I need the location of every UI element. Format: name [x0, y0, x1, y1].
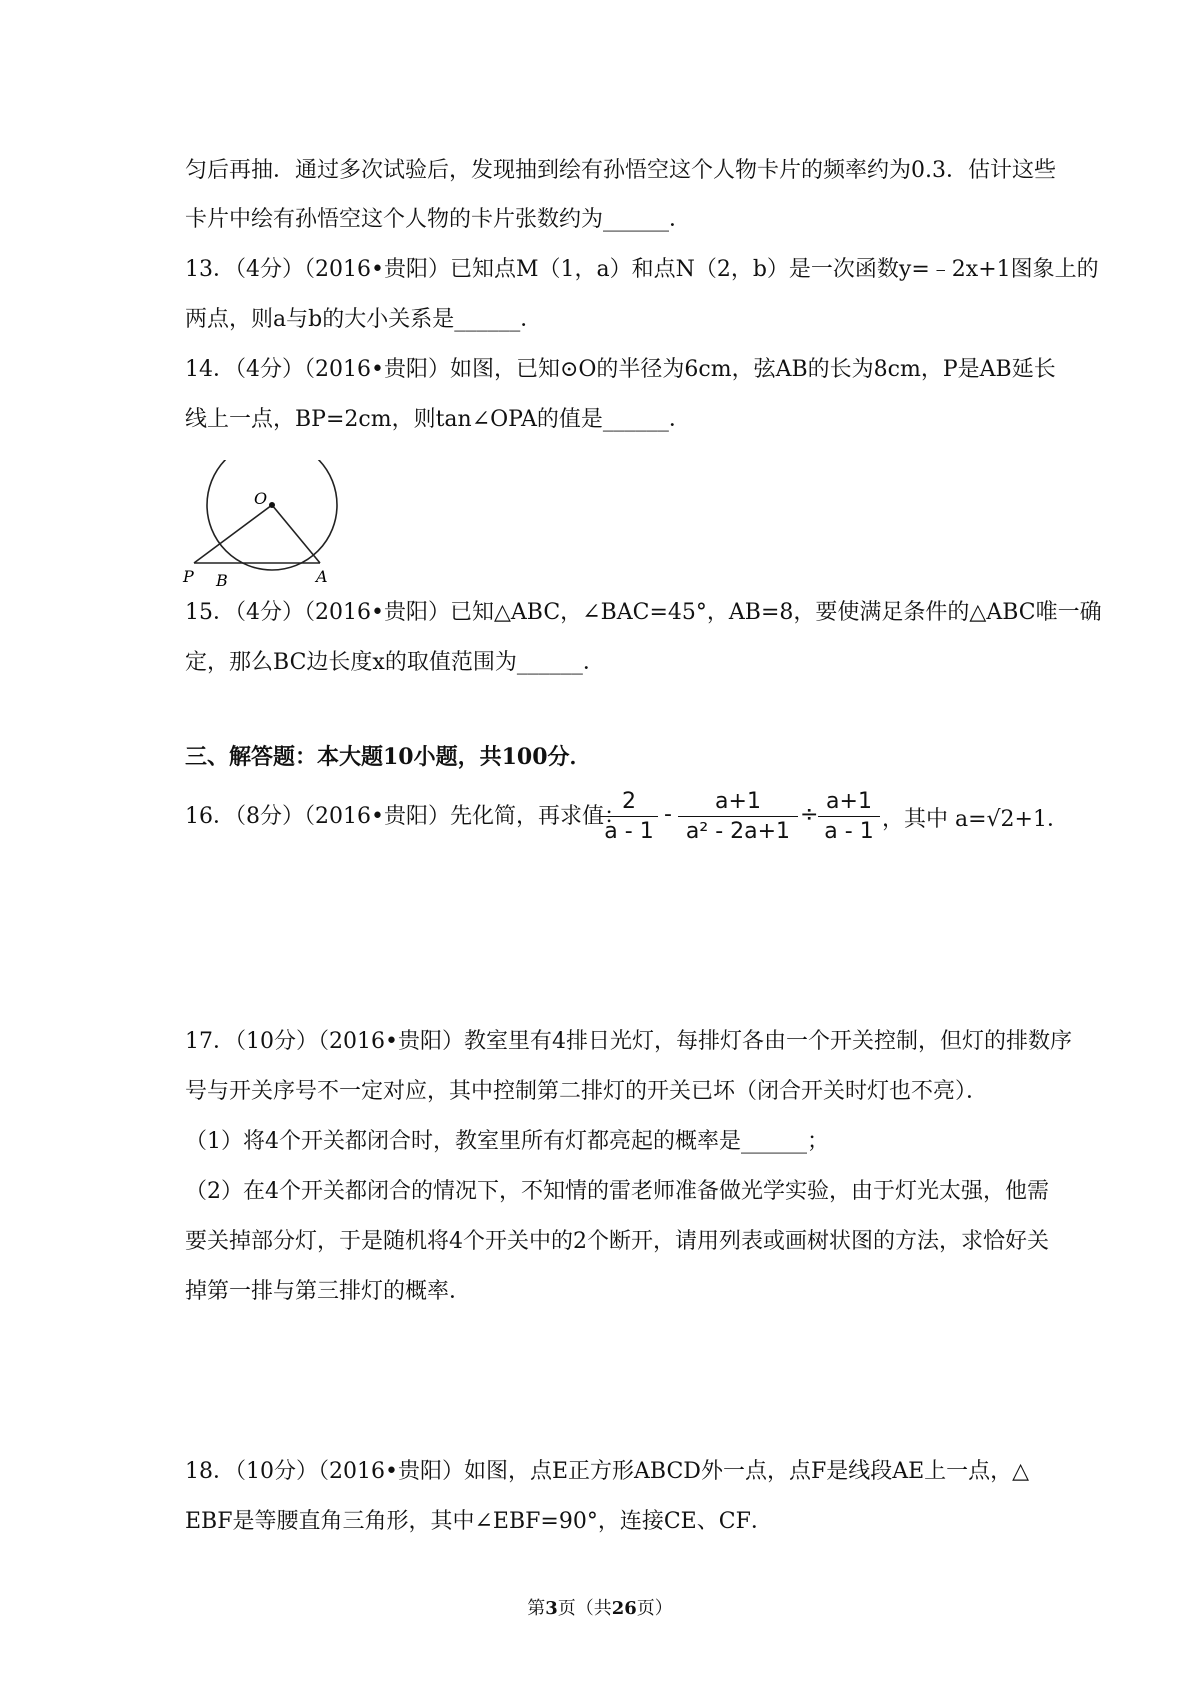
label-p: P [183, 567, 194, 586]
question-18-line-2: EBF是等腰直角三角形，其中∠EBF=90°，连接CE、CF． [185, 1509, 773, 1534]
question-14-line-2: 线上一点，BP=2cm，则tan∠OPA的值是______． [185, 407, 691, 432]
fraction-1: $\frac{2}{a - 1}$ [600, 788, 658, 847]
question-17-line-2: 号与开关序号不一定对应，其中控制第二排灯的开关已坏（闭合开关时灯也不亮）． [185, 1079, 989, 1104]
label-b: B [216, 571, 228, 590]
page-total: 26 [611, 1598, 637, 1619]
question-17-part-2-line-1: （2）在4个开关都闭合的情况下，不知情的雷老师准备做光学实验，由于灯光太强，他需 [185, 1179, 1049, 1204]
line-12-cont-2: 卡片中绘有孙悟空这个人物的卡片张数约为______． [185, 207, 692, 232]
segment-op [194, 505, 272, 563]
page-number: 3 [545, 1598, 558, 1619]
question-13-line-2: 两点，则a与b的大小关系是______． [185, 307, 543, 332]
question-17-part-2-line-2: 要关掉部分灯，于是随机将4个开关中的2个断开，请用列表或画树状图的方法，求恰好关 [185, 1229, 1049, 1254]
label-o: O [254, 489, 268, 508]
label-a: A [316, 567, 328, 586]
question-15-line-2: 定，那么BC边长度x的取值范围为______． [185, 650, 605, 675]
page-footer: 第3页（共26页） [527, 1598, 673, 1619]
question-13-line-1: 13．（4分）（2016•贵阳）已知点M（1，a）和点N（2，b）是一次函数y=﹣2x+1图象上的 [185, 257, 1099, 282]
question-17-line-1: 17．（10分）（2016•贵阳）教室里有4排日光灯，每排灯各由一个开关控制，但灯的排数序 [185, 1029, 1072, 1054]
fraction-3: $\frac{a+1}{a - 1}$ [818, 788, 880, 847]
center-point [269, 502, 275, 508]
divide-sign: ÷ [800, 802, 819, 827]
minus-sign: - [664, 802, 672, 827]
question-16-text: 16．（8分）（2016•贵阳）先化简，再求值： [185, 804, 626, 829]
circle-o [207, 460, 337, 570]
question-18-line-1: 18．（10分）（2016•贵阳）如图，点E正方形ABCD外一点，点F是线段AE上一点，△ [185, 1459, 1030, 1484]
circle-diagram [180, 460, 360, 590]
formula-condition: ，其中 a=√2+1． [882, 807, 1069, 832]
question-15-line-1: 15．（4分）（2016•贵阳）已知△ABC，∠BAC=45°，AB=8，要使满足条件的△ABC唯一确 [185, 600, 1102, 625]
question-17-part-2-line-3: 掉第一排与第三排灯的概率． [185, 1279, 472, 1304]
question-14-line-1: 14．（4分）（2016•贵阳）如图，已知⊙O的半径为6cm，弦AB的长为8cm，P是AB延长 [185, 357, 1056, 382]
question-17-part-1: （1）将4个开关都闭合时，教室里所有灯都亮起的概率是______； [185, 1129, 829, 1154]
segment-oa [272, 505, 320, 563]
fraction-2: $\frac{a+1}{\text{a² - 2a+1}}$ [678, 788, 798, 847]
line-12-cont-1: 匀后再抽．通过多次试验后，发现抽到绘有孙悟空这个人物卡片的频率约为0.3．估计这些 [185, 158, 1056, 183]
section-heading: 三、解答题：本大题10小题，共100分． [185, 744, 592, 770]
